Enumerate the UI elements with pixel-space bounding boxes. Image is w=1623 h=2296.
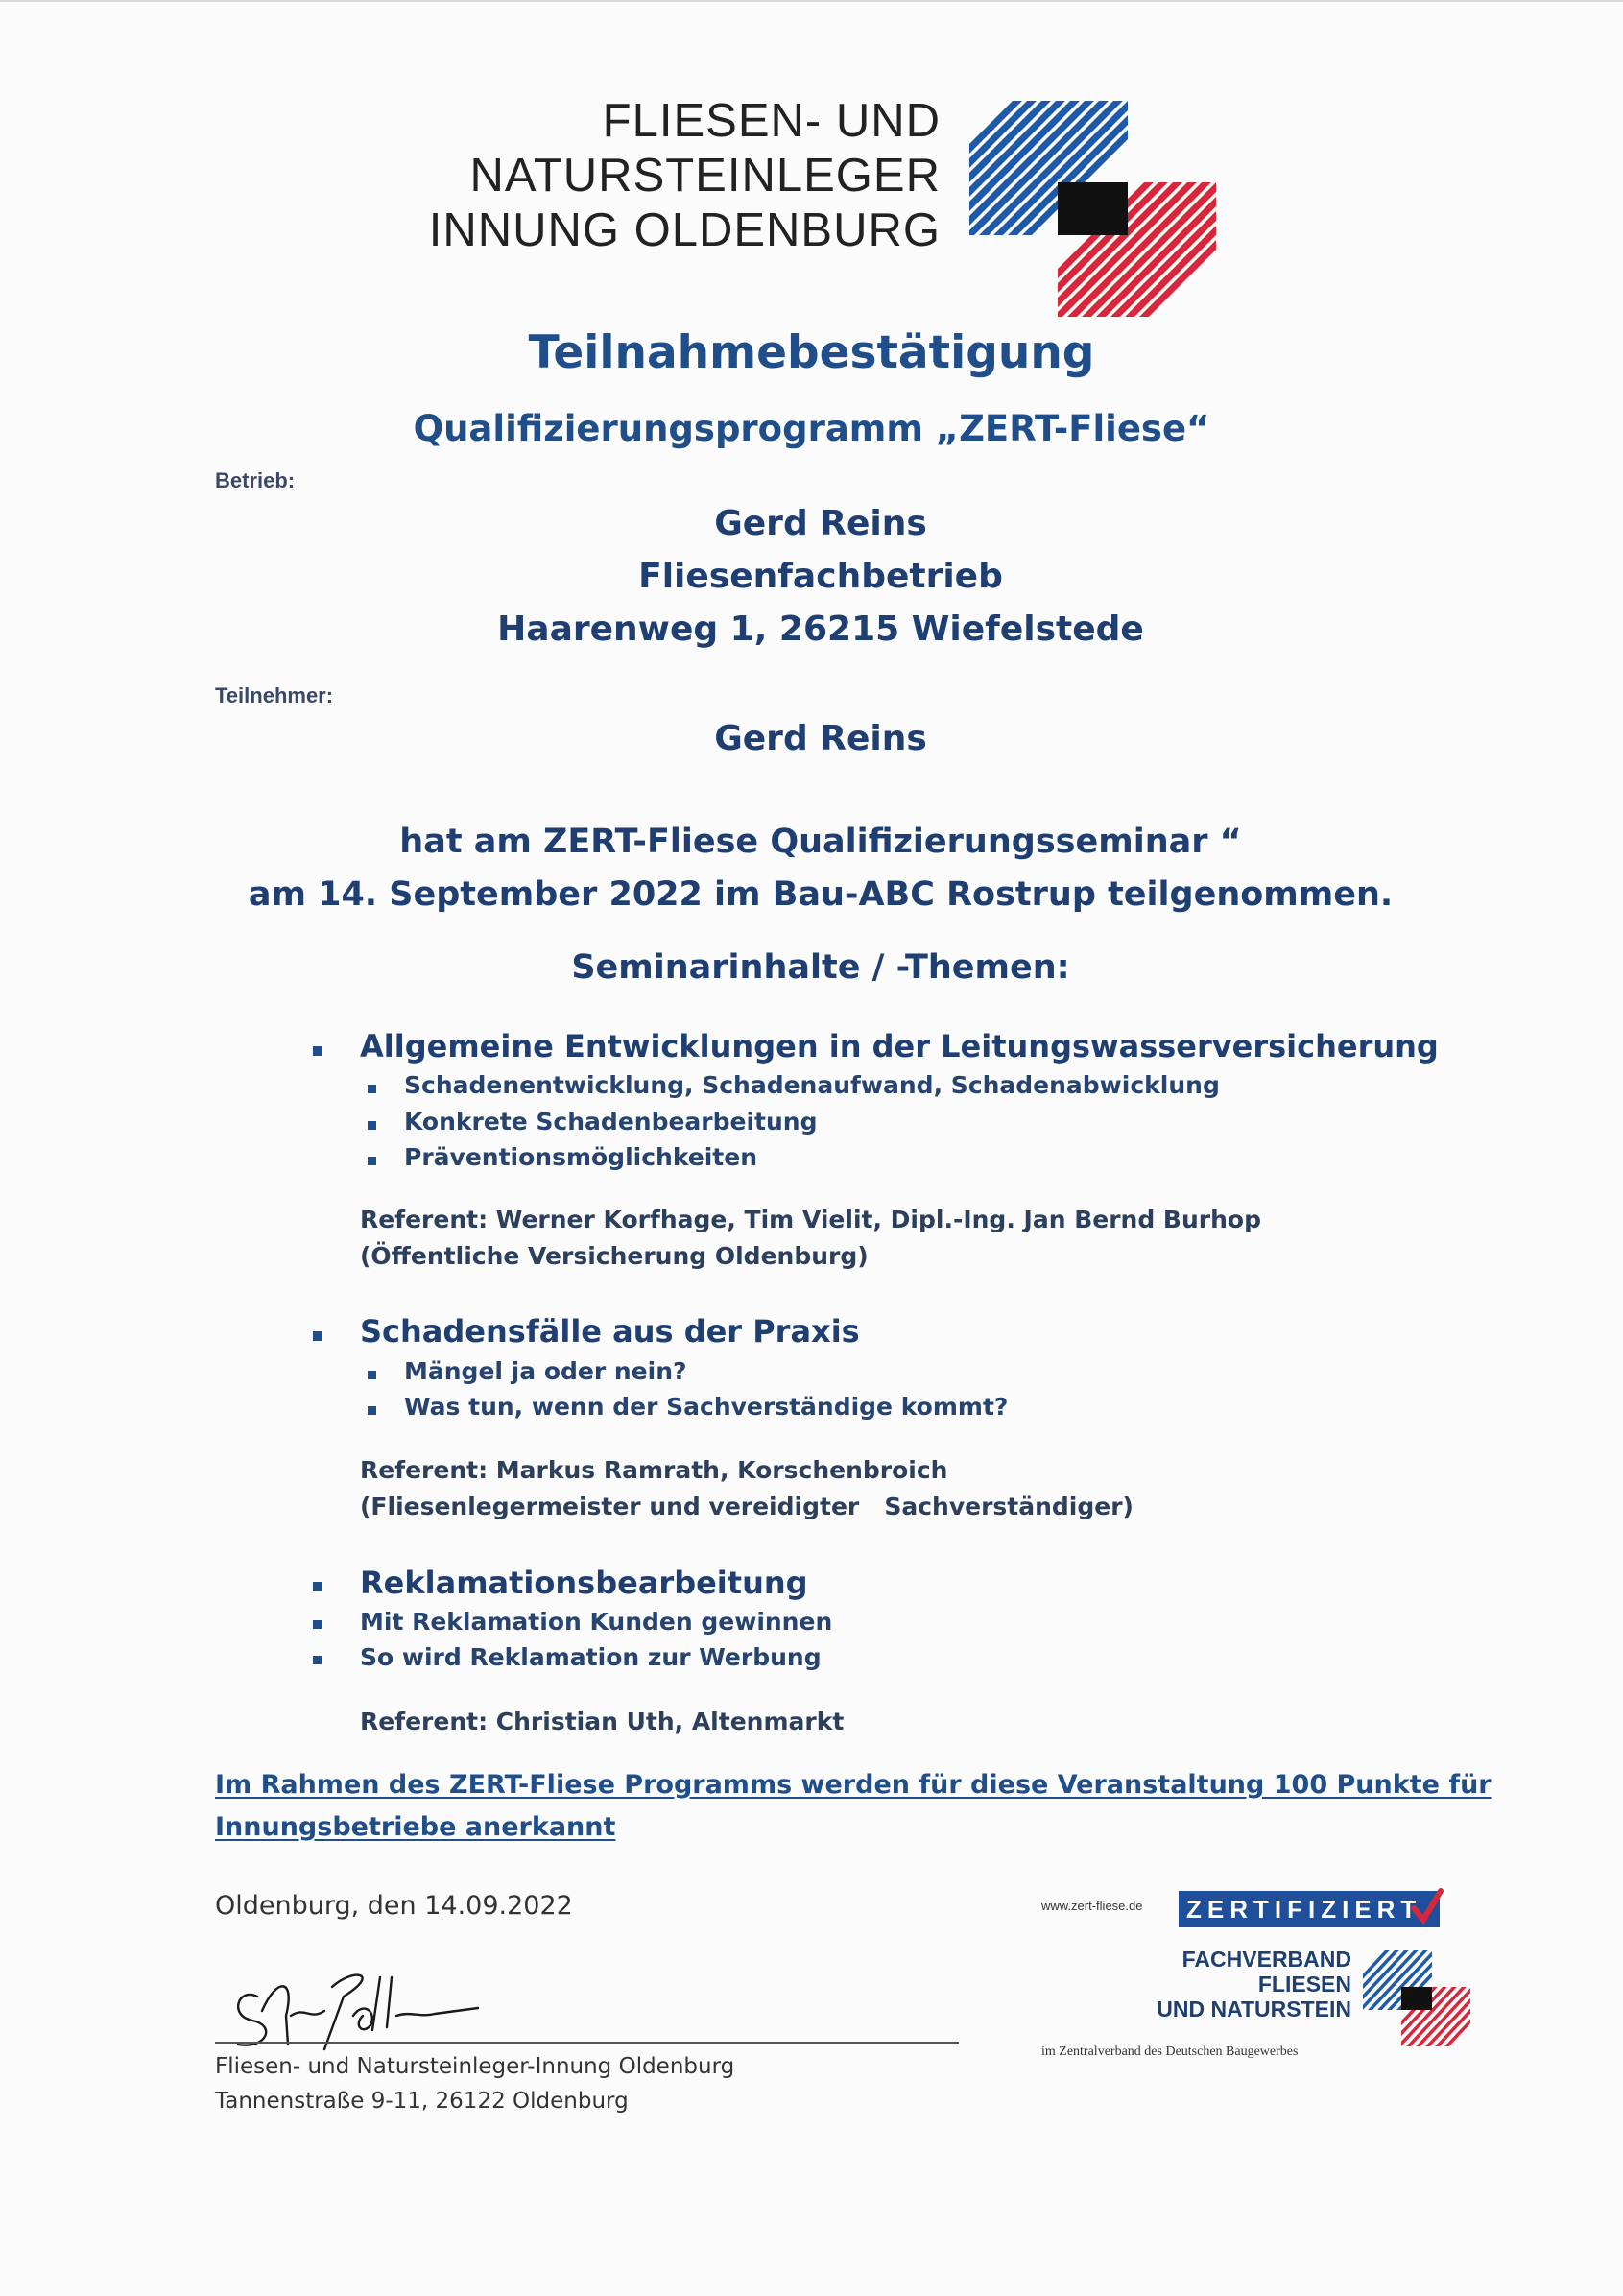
topic-referent xyxy=(360,1202,1261,1275)
company-label: Betrieb: xyxy=(215,468,296,492)
topic-item: Mit Reklamation Kunden gewinnen xyxy=(360,1608,833,1636)
place-date: Oldenburg, den 14.09.2022 xyxy=(215,1891,573,1921)
logo-line-1: FLIESEN- UND xyxy=(602,95,941,147)
referent-line: Referent: Christian Uth, Altenmarkt xyxy=(360,1708,845,1735)
logo-line-2: NATURSTEINLEGER xyxy=(469,150,941,202)
attendance-statement xyxy=(0,816,1623,921)
badge-text: ZERTIFIZIERT xyxy=(1186,1895,1422,1924)
company-type: Fliesenfachbetrieb xyxy=(638,557,1003,596)
company-name: Gerd Reins xyxy=(714,504,927,543)
topic-title: Schadensfälle aus der Praxis xyxy=(360,1313,860,1350)
document-title: Teilnahmebestätigung xyxy=(528,326,1095,379)
note-line-1: Im Rahmen des ZERT-Fliese Programms werden für diese Veranstaltung 100 Punkte für xyxy=(215,1770,1492,1800)
bullet-icon xyxy=(313,1656,322,1664)
topic-referent xyxy=(360,1452,1134,1525)
certified-badge xyxy=(1179,1891,1440,1927)
sender-name: Fliesen- und Natursteinleger-Innung Oldenburg xyxy=(215,2054,735,2079)
checkmark-icon xyxy=(1411,1887,1444,1929)
topic-item: Präventionsmöglichkeiten xyxy=(404,1143,758,1171)
note-line-2: Innungsbetriebe anerkannt xyxy=(215,1812,616,1842)
document-subtitle: Qualifizierungsprogramm „ZERT-Fliese“ xyxy=(413,408,1210,449)
bullet-icon xyxy=(313,1620,322,1629)
fachverband-subline: im Zentralverband des Deutschen Baugewerbes xyxy=(1041,2045,1299,2059)
zert-website: www.zert-fliese.de xyxy=(1041,1899,1143,1913)
topic-title: Reklamationsbearbeitung xyxy=(360,1565,808,1601)
page-top-border xyxy=(0,0,1623,2)
company-address: Haarenweg 1, 26215 Wiefelstede xyxy=(497,610,1144,649)
bullet-icon xyxy=(313,1582,322,1591)
guild-logo-text xyxy=(365,94,941,258)
signature-line xyxy=(215,2042,959,2044)
topic-item: Was tun, wenn der Sachverständige kommt? xyxy=(404,1393,1009,1421)
topic-item: Mängel ja oder nein? xyxy=(404,1357,687,1385)
fv-line-2: FLIESEN xyxy=(1257,1972,1351,1997)
sender-address xyxy=(215,2049,734,2118)
bullet-icon xyxy=(313,1046,322,1056)
topic-item: So wird Reklamation zur Werbung xyxy=(360,1643,822,1671)
points-note xyxy=(215,1764,1492,1849)
topic-item: Schadenentwicklung, Schadenaufwand, Schadenabwicklung xyxy=(404,1071,1220,1099)
referent-line: (Fliesenlegermeister und vereidigter Sachverständiger) xyxy=(360,1493,1134,1520)
fachverband-logo-icon xyxy=(1363,1950,1473,2055)
bullet-icon xyxy=(368,1406,376,1415)
participant-name: Gerd Reins xyxy=(714,719,927,758)
bullet-icon xyxy=(368,1121,376,1130)
topic-item: Konkrete Schadenbearbeitung xyxy=(404,1108,818,1136)
diagonal-stripes-logo-icon xyxy=(969,101,1219,325)
topic-referent xyxy=(360,1704,844,1740)
bullet-icon xyxy=(313,1331,322,1341)
statement-line-1: hat am ZERT-Fliese Qualifizierungsseminar “ xyxy=(399,823,1242,861)
company-block xyxy=(0,497,1623,656)
bullet-icon xyxy=(368,1085,376,1093)
sender-street: Tannenstraße 9-11, 26122 Oldenburg xyxy=(215,2089,629,2114)
topic-title: Allgemeine Entwicklungen in der Leitungswasserversicherung xyxy=(360,1028,1439,1064)
fachverband-text xyxy=(1133,1947,1351,2021)
bullet-icon xyxy=(368,1371,376,1379)
logo-line-3: INNUNG OLDENBURG xyxy=(428,204,941,256)
referent-line: (Öffentliche Versicherung Oldenburg) xyxy=(360,1242,869,1270)
referent-line: Referent: Markus Ramrath, Korschenbroich xyxy=(360,1456,948,1484)
topics-heading: Seminarinhalte / -Themen: xyxy=(571,948,1070,987)
referent-line: Referent: Werner Korfhage, Tim Vielit, Dipl.-Ing. Jan Bernd Burhop xyxy=(360,1206,1261,1233)
statement-line-2: am 14. September 2022 im Bau-ABC Rostrup teilgenommen. xyxy=(248,875,1394,914)
fv-line-1: FACHVERBAND xyxy=(1181,1947,1351,1972)
participant-label: Teilnehmer: xyxy=(215,683,334,707)
fv-line-3: UND NATURSTEIN xyxy=(1157,1997,1351,2021)
bullet-icon xyxy=(368,1157,376,1165)
